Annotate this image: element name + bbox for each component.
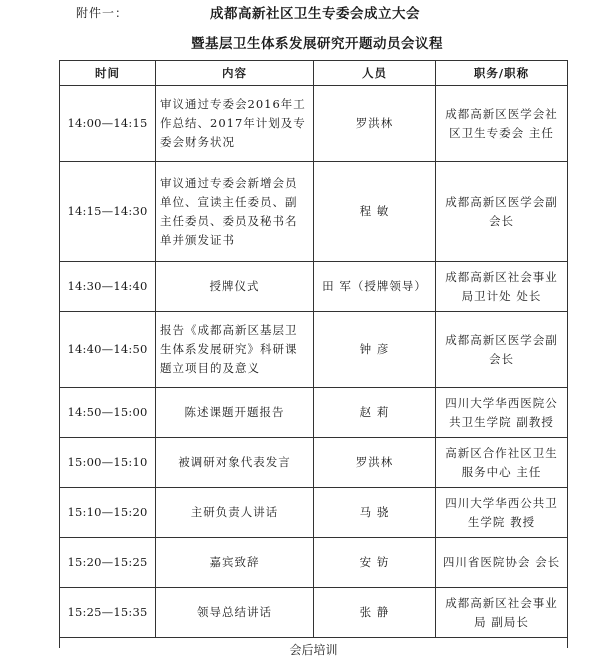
table-row (60, 538, 568, 588)
cell-time: 14:40—14:50 (60, 312, 156, 388)
cell-person: 罗洪林 (314, 438, 436, 488)
cell-time: 15:10—15:20 (60, 488, 156, 538)
cell-content: 审议通过专委会新增会员单位、宣读主任委员、副主任委员、委员及秘书名单并颁发证书 (156, 162, 314, 262)
document-subtitle: 暨基层卫生体系发展研究开题动员会议程 (191, 36, 443, 52)
cell-time: 15:20—15:25 (60, 538, 156, 588)
cell-role: 成都高新区医学会副会长 (436, 162, 568, 262)
cell-tail (60, 638, 568, 657)
table-row (60, 312, 568, 388)
cell-person: 安 钫 (314, 538, 436, 588)
cell-content: 授牌仪式 (156, 262, 314, 312)
cell-content: 报告《成都高新区基层卫生体系发展研究》科研课题立项目的及意义 (156, 312, 314, 388)
header-content: 内容 (156, 61, 314, 86)
cell-role: 高新区合作社区卫生服务中心 主任 (436, 438, 568, 488)
cell-person: 张 静 (314, 588, 436, 638)
cell-role: 成都高新区医学会社区卫生专委会 主任 (436, 86, 568, 162)
header-person: 人员 (314, 61, 436, 86)
agenda-table (59, 60, 568, 657)
cell-content: 领导总结讲话 (156, 588, 314, 638)
cell-person: 程 敏 (314, 162, 436, 262)
table-row (60, 388, 568, 438)
tail-text: 会后培训 (289, 642, 338, 657)
attachment-label: 附件一： (76, 6, 129, 20)
cell-content: 被调研对象代表发言 (156, 438, 314, 488)
table-row-cutoff (60, 638, 568, 648)
table-row (60, 488, 568, 538)
cell-person: 罗洪林 (314, 86, 436, 162)
cell-role: 四川大学华西医院公共卫生学院 副教授 (436, 388, 568, 438)
cell-content: 审议通过专委会2016年工作总结、2017年计划及专委会财务状况 (156, 86, 314, 162)
cell-person: 钟 彦 (314, 312, 436, 388)
cell-time: 14:50—15:00 (60, 388, 156, 438)
table-row (60, 438, 568, 488)
cell-role: 四川省医院协会 会长 (436, 538, 568, 588)
cell-role: 成都高新区医学会副会长 (436, 312, 568, 388)
table-row (60, 262, 568, 312)
cell-time: 14:00—14:15 (60, 86, 156, 162)
cell-time: 14:15—14:30 (60, 162, 156, 262)
cell-person: 田 军（授牌领导） (314, 262, 436, 312)
cell-person: 赵 莉 (314, 388, 436, 438)
cell-time: 15:00—15:10 (60, 438, 156, 488)
cell-time: 15:25—15:35 (60, 588, 156, 638)
cell-content: 主研负责人讲话 (156, 488, 314, 538)
cell-content: 陈述课题开题报告 (156, 388, 314, 438)
table-row (60, 162, 568, 262)
table-row (60, 86, 568, 162)
table-header-row (60, 61, 568, 86)
cell-content: 嘉宾致辞 (156, 538, 314, 588)
cell-role: 成都高新区社会事业局 副局长 (436, 588, 568, 638)
header-role: 职务/职称 (436, 61, 568, 86)
table-row (60, 588, 568, 638)
cell-role: 成都高新区社会事业局卫计处 处长 (436, 262, 568, 312)
cell-person: 马 骁 (314, 488, 436, 538)
header-time: 时间 (60, 61, 156, 86)
cell-time: 14:30—14:40 (60, 262, 156, 312)
document-title: 成都高新社区卫生专委会成立大会 (210, 6, 420, 22)
cell-role: 四川大学华西公共卫生学院 教授 (436, 488, 568, 538)
